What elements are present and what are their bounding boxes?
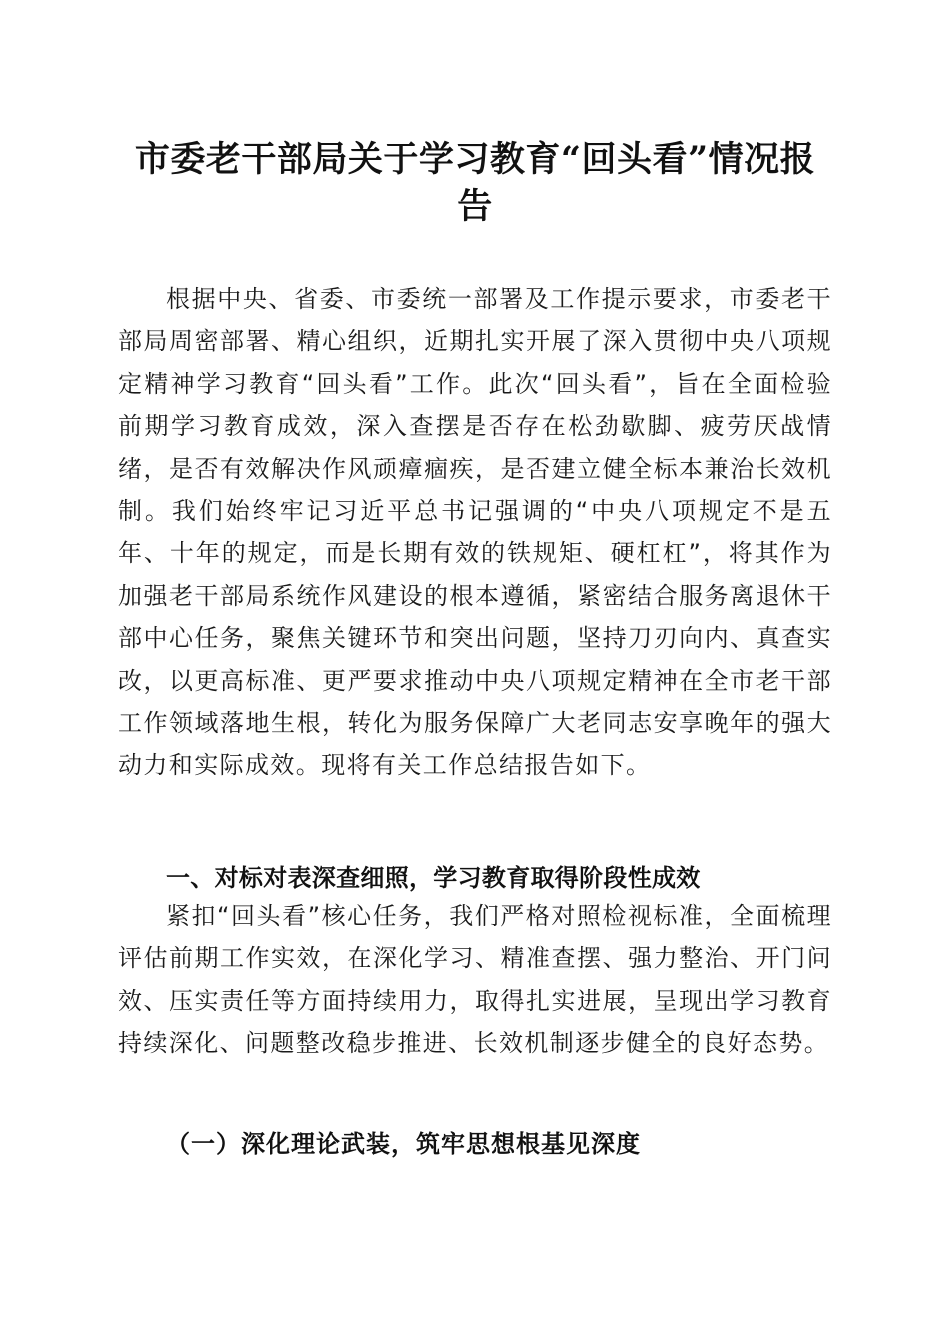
section-1-paragraph: 紧扣“回头看”核心任务，我们严格对照检视标准，全面梳理评估前期工作实效，在深化学习、精准查摆、强力整治、开门问效、压实责任等方面持续用力，取得扎实进展，呈现出学习教育持续深化、问题整改稳步推进、长效机制逐步健全的良好态势。: [118, 902, 832, 1058]
subsection-heading-1: （一）深化理论武装，筑牢思想根基见深度: [166, 1129, 641, 1158]
intro-paragraph: 根据中央、省委、市委统一部署及工作提示要求，市委老干部局周密部署、精心组织，近期扎实开展了深入贯彻中央八项规定精神学习教育“回头看”工作。此次“回头看”，旨在全面检验前期学习教育成效，深入查摆是否存在松劲歇脚、疲劳厌战情绪，是否有效解决作风顽瘴痼疾，是否建立健全标本兼治长效机制。我们始终牢记习近平总书记强调的“中央八项规定不是五年、十年的规定，而是长期有效的铁规矩、硬杠杠”，将其作为加强老干部局系统作风建设的根本遵循，紧密结合服务离退休干部中心任务，聚焦关键环节和突出问题，坚持刀刃向内、真查实改，以更高标准、更严要求推动中央八项规定精神在全市老干部工作领域落地生根，转化为服务保障广大老同志安享晚年的强大动力和实际成效。现将有关工作总结报告如下。: [118, 285, 832, 780]
document-title: 市委老干部局关于学习教育“回头看”情况报告: [134, 139, 816, 227]
section-heading-1: 一、对标对表深查细照，学习教育取得阶段性成效: [166, 864, 701, 892]
